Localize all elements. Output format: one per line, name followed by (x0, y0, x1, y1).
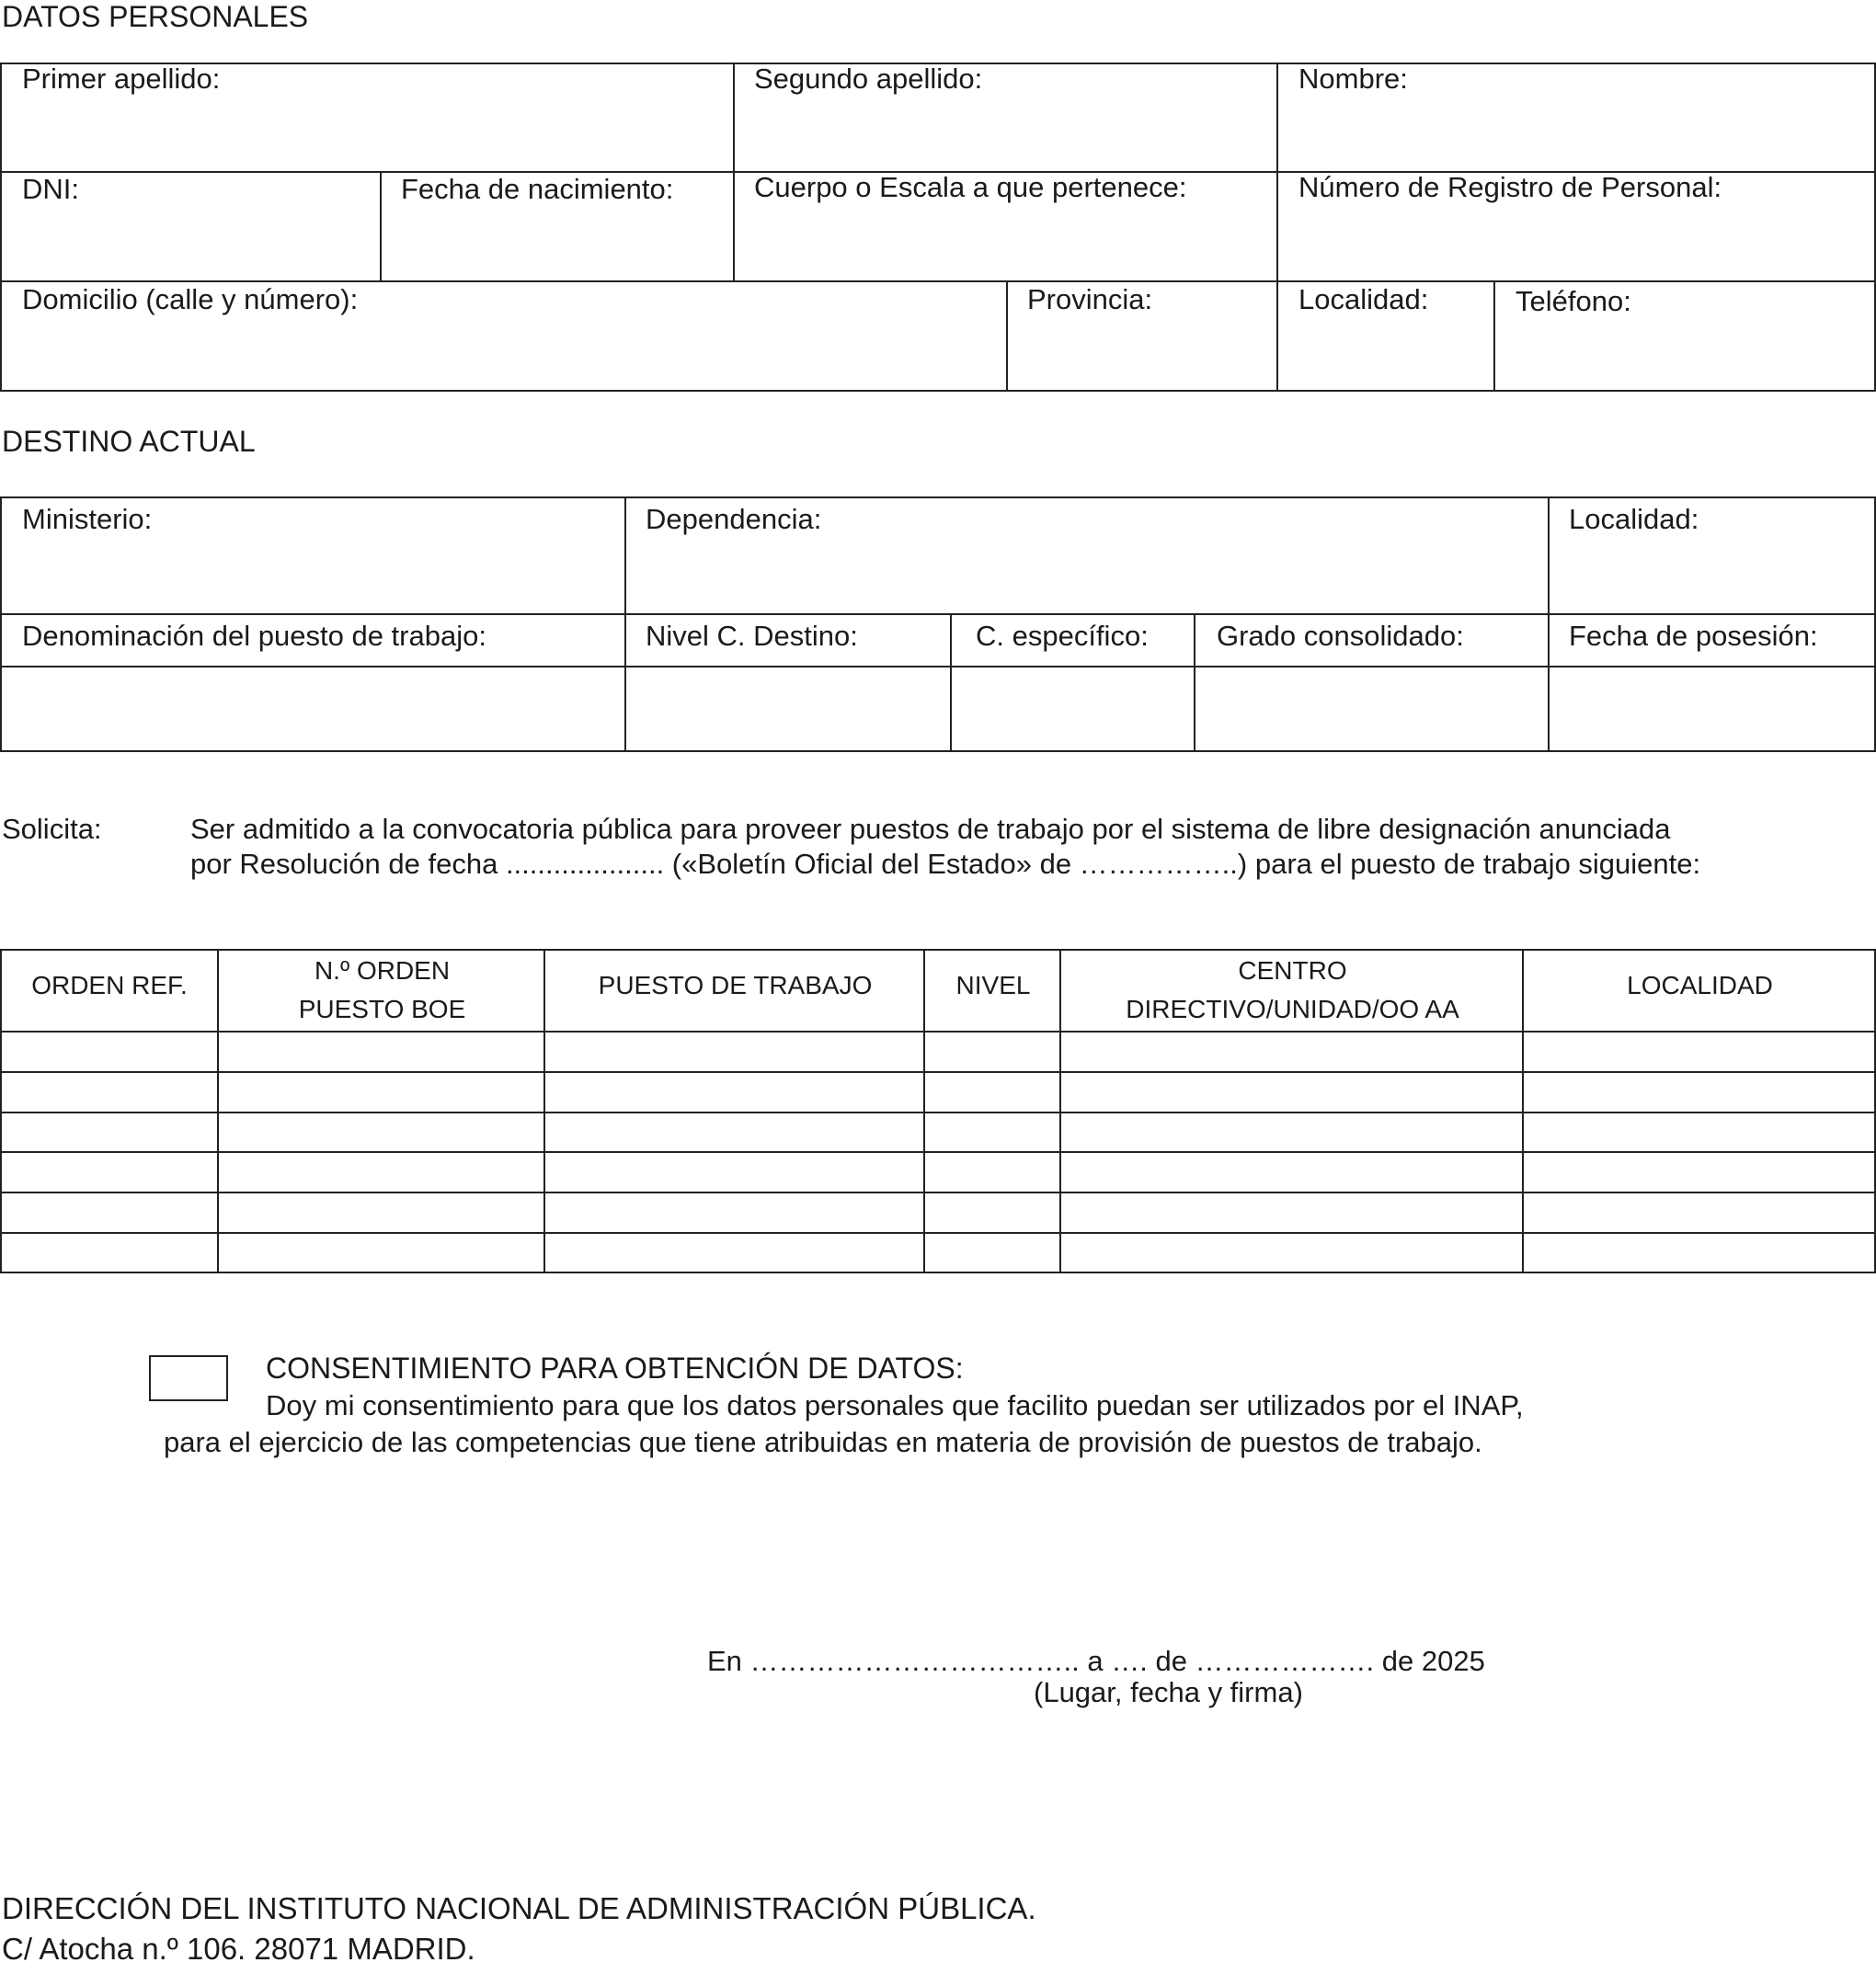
footer-address-line2: C/ Atocha n.º 106. 28071 MADRID. (2, 1932, 475, 1966)
label-solicita: Solicita: (2, 813, 102, 845)
label-segundo-apellido: Segundo apellido: (754, 63, 983, 95)
label-primer-apellido: Primer apellido: (22, 63, 221, 95)
label-dependencia: Dependencia: (646, 503, 822, 535)
signature-place-date-line: En …………………………….. a …. de ………………. de 2025 (707, 1645, 1485, 1677)
label-grado-consolidado: Grado consolidado: (1217, 620, 1464, 652)
label-fecha-nacimiento: Fecha de nacimiento: (401, 173, 674, 205)
section-title-destino: DESTINO ACTUAL (2, 425, 256, 458)
header-nivel: NIVEL (955, 971, 1031, 999)
label-cuerpo-escala: Cuerpo o Escala a que pertenece: (754, 171, 1187, 203)
consent-checkbox[interactable] (149, 1355, 228, 1401)
label-complemento-especifico: C. específico: (976, 620, 1149, 652)
header-centro-line1: CENTRO (1238, 956, 1347, 985)
header-centro-line2: DIRECTIVO/UNIDAD/OO AA (1126, 995, 1459, 1023)
solicita-text-line1: Ser admitido a la convocatoria pública para proveer puestos de trabajo por el sistema de libre designación anunciada (190, 813, 1671, 845)
header-orden-puesto-boe-line2: PUESTO BOE (298, 995, 466, 1023)
label-localidad-destino: Localidad: (1569, 503, 1699, 535)
header-puesto-trabajo: PUESTO DE TRABAJO (598, 971, 873, 999)
label-localidad: Localidad: (1298, 283, 1429, 315)
header-localidad: LOCALIDAD (1627, 971, 1773, 999)
consent-text-line2: para el ejercicio de las competencias que tiene atribuidas en materia de provisión de puestos de trabajo. (164, 1426, 1482, 1458)
label-nombre: Nombre: (1298, 63, 1408, 95)
label-dni: DNI: (22, 173, 79, 205)
label-provincia: Provincia: (1027, 283, 1153, 315)
consent-title: CONSENTIMIENTO PARA OBTENCIÓN DE DATOS: (266, 1352, 964, 1385)
solicita-text-line2: por Resolución de fecha .................... («Boletín Oficial del Estado» de ……………..) para el puesto de trabajo siguiente: (190, 848, 1701, 880)
label-nivel-destino: Nivel C. Destino: (646, 620, 858, 652)
label-ministerio: Ministerio: (22, 503, 153, 535)
footer-address-line1: DIRECCIÓN DEL INSTITUTO NACIONAL DE ADMINISTRACIÓN PÚBLICA. (2, 1891, 1036, 1925)
header-orden-puesto-boe-line1: N.º ORDEN (314, 956, 451, 985)
label-numero-registro: Número de Registro de Personal: (1298, 171, 1722, 203)
section-title-personal: DATOS PERSONALES (2, 0, 309, 33)
label-telefono: Teléfono: (1516, 285, 1631, 317)
signature-caption: (Lugar, fecha y firma) (1034, 1676, 1303, 1708)
label-fecha-posesion: Fecha de posesión: (1569, 620, 1818, 652)
label-domicilio: Domicilio (calle y número): (22, 283, 359, 315)
label-denominacion-puesto: Denominación del puesto de trabajo: (22, 620, 486, 652)
header-orden-ref: ORDEN REF. (31, 971, 188, 999)
consent-text-line1: Doy mi consentimiento para que los datos personales que facilito puedan ser utilizados por el INAP, (266, 1389, 1524, 1421)
